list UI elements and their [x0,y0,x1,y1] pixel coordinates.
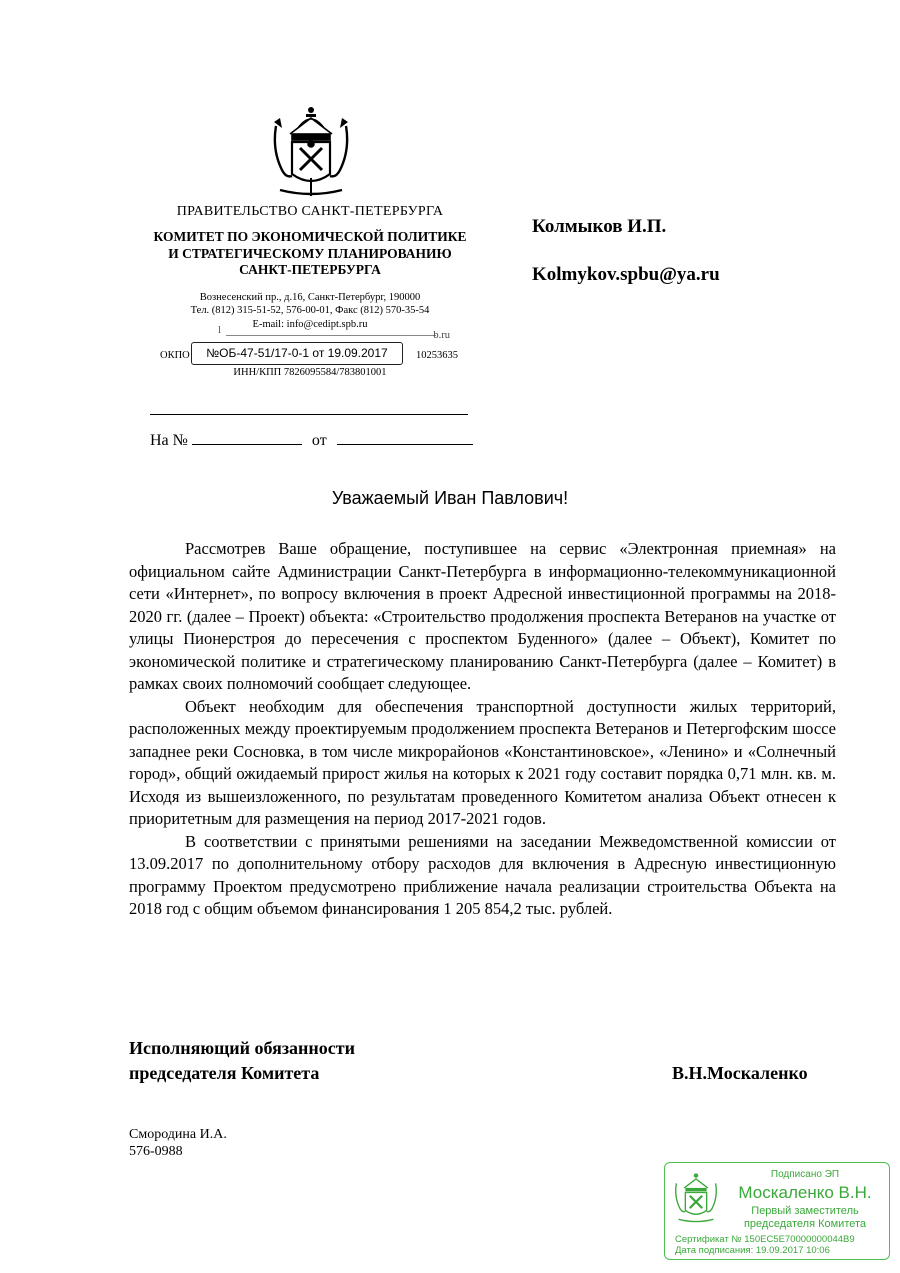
paragraph: Рассмотрев Ваше обращение, поступившее на сервис «Электронная приемная» на официальном сайте Администрации Санкт-Петербурга в информационно-телекоммуникационной сети «Интернет», по вопросу включения в проект Адресной инвестиционной программы на 2018-2020 гг. (далее – Проект) объекта: «Строительство продолжения проспекта Ветеранов на участке от улицы Пионерстроя до пересечения с проспектом Буденного» (далее – Объект), Комитет по экономической политике и стратегическому планированию Санкт-Петербурга (далее – Комитет) в рамках своих полномочий сообщает следующее. [129,539,836,693]
reference-row [150,428,473,450]
recipient-email: Kolmykov.spbu@ya.ru [532,264,720,285]
okpo-row [118,344,502,364]
inn-kpp: ИНН/КПП 7826095584/783801001 [233,367,387,378]
executor [129,1126,227,1160]
reference-date-blank [337,428,473,445]
signer-position-line-1: Исполняющий обязанности [129,1038,355,1058]
esign-certificate-number: Сертификат № 150EC5E70000000044B9 [675,1234,855,1245]
okpo-number: 10253635 [416,350,458,361]
reference-number-label: На № [150,432,188,449]
website-line: l b.ru [218,325,450,341]
electronic-signature-stamp [664,1162,890,1260]
website-partial: b.ru [433,330,450,341]
divider-line [150,414,468,415]
letter-body [129,538,836,921]
spb-coat-of-arms-icon [673,1171,719,1225]
executor-phone: 576-0988 [129,1144,183,1159]
phones: Тел. (812) 315-51-52, 576-00-01, Факс (812) 570-35-54 [190,305,430,316]
esign-position-line-1: Первый заместитель [751,1205,859,1217]
signer-position-line-2: председателя Комитета [129,1063,320,1083]
address: Вознесенский пр., д.16, Санкт-Петербург, 190000 [199,291,421,303]
committee-line-2: И СТРАТЕГИЧЕСКОМУ ПЛАНИРОВАНИЮ [168,245,452,261]
salutation: Уважаемый Иван Павлович! [331,488,569,508]
okpo-label: ОКПО [160,350,190,361]
contact-details [118,291,502,380]
recipient-name: Колмыков И.П. [532,216,667,237]
letterhead [118,203,502,380]
spb-coat-of-arms-icon [270,104,352,200]
email: E-mail: info@cedipt.spb.ru [252,318,368,330]
committee-line-3: САНКТ-ПЕТЕРБУРГА [239,262,381,277]
esign-certificate [675,1234,855,1256]
signer-position [129,1036,355,1086]
esign-position [725,1205,885,1231]
committee-name [118,229,502,279]
paragraph: Объект необходим для обеспечения транспортной доступности жилых территорий, расположенных между проектируемым продолжением проспекта Ветеранов и Петергофским шоссе западнее реки Сосновка, в том числе микрорайонов «Константиновское», «Ленино» и «Солнечный город», общий ожидаемый прирост жилья на которых к 2021 году составит порядка 0,71 млн. кв. м. Исходя из вышеизложенного, по результатам проведенного Комитетом анализа Объект отнесен к приоритетным для размещения на период 2017-2021 годов. [129,696,836,828]
registration-stamp: №ОБ-47-51/17-0-1 от 19.09.2017 [191,342,403,365]
paragraph: В соответствии с принятыми решениями на заседании Межведомственной комиссии от 13.09.2017 по дополнительному отбору расходов для включения в Адресную инвестиционную программу Проектом предусмотрено приближение начала реализации строительства Объекта на 2018 год с общим объемом финансирования 1 205 854,2 тыс. рублей. [129,831,836,918]
esign-signer-name: Москаленко В.Н. [738,1183,872,1202]
reference-number-blank [192,428,302,445]
executor-name: Смородина И.А. [129,1127,227,1142]
esign-title: Подписано ЭП [770,1169,840,1180]
esign-signed-date: Дата подписания: 19.09.2017 10:06 [675,1245,830,1256]
government-name: ПРАВИТЕЛЬСТВО САНКТ-ПЕТЕРБУРГА [176,204,444,219]
committee-line-1: КОМИТЕТ ПО ЭКОНОМИЧЕСКОЙ ПОЛИТИКЕ [153,229,467,244]
reference-date-label: от [311,432,327,449]
signer-name: В.Н.Москаленко [672,1063,808,1083]
esign-position-line-2: председателя Комитета [743,1218,867,1230]
